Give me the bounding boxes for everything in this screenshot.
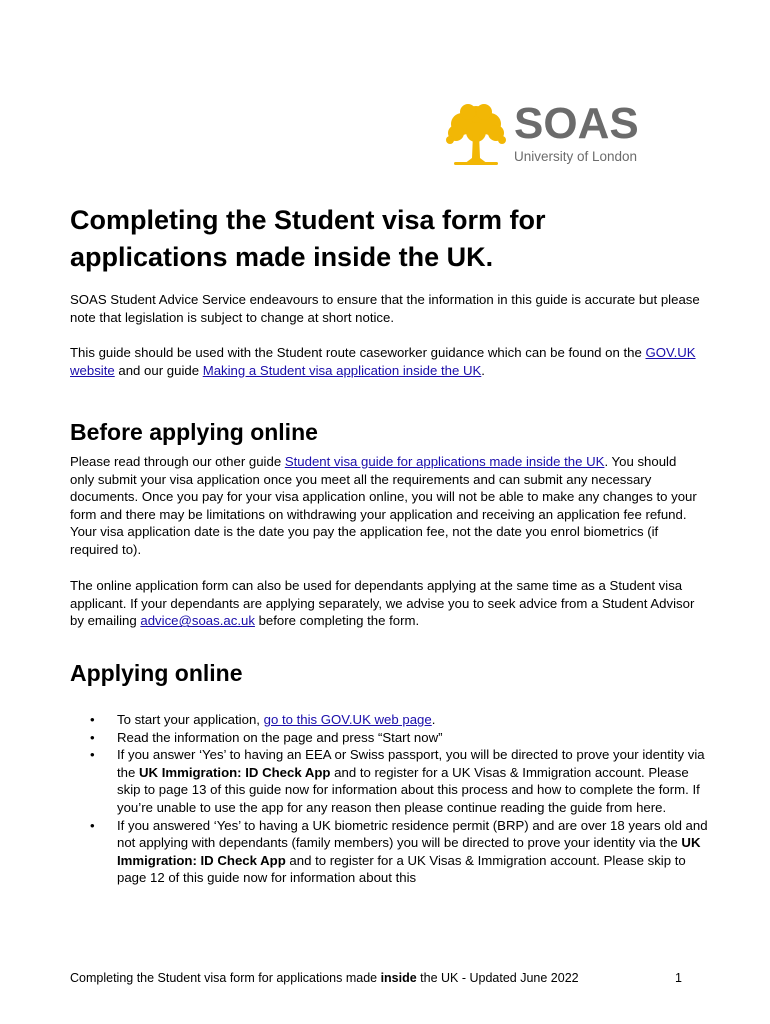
list-bold-text: UK Immigration: ID Check App [139, 764, 331, 780]
footer-text: the UK - Updated June 2022 [416, 971, 579, 985]
applying-steps-list [70, 711, 710, 887]
before-paragraph-1 [70, 453, 700, 559]
bullet-icon: • [90, 747, 95, 763]
govuk-web-page-link[interactable]: go to this GOV.UK web page [263, 712, 432, 727]
list-item [70, 729, 710, 747]
tree-logo-icon [442, 100, 510, 168]
heading-applying-online: Applying online [70, 660, 243, 686]
list-text: If you answered ‘Yes’ to having a UK biometric residence permit (BRP) and are over 18 years old and not applying with dependants (family members) you will be directed to prove your identity via the [117, 817, 708, 851]
footer-bold-text: inside [380, 971, 417, 985]
soas-logo [442, 100, 662, 168]
heading-before-applying: Before applying online [70, 419, 318, 445]
list-text: . [431, 712, 436, 727]
bullet-icon: • [90, 729, 95, 745]
list-text: and to register for a UK Visas & Immigration account. Please skip to page 13 of this guide now for information about this process and how to complete the form. If you’re unable to use the app for any reason then please continue reading the guide from here. [117, 764, 700, 815]
list-text: To start your application, [117, 712, 264, 727]
student-visa-guide-link[interactable]: Student visa guide for applications made inside the UK [284, 454, 605, 469]
page-footer [70, 970, 682, 986]
intro-text: . [481, 362, 485, 378]
bullet-icon: • [90, 712, 95, 727]
list-bold-text: UK Immigration: ID Check App [117, 835, 701, 868]
body-text: . You should only submit your visa application once you meet all the requirements and can submit any necessary documents. Once you pay for your visa application online, you will not be able to make any changes to your form and there may be limitations on withdrawing your application and receiving an application fee refund. Your visa application date is the date you pay the application fee, not the date you enrol biometrics (if required to). [70, 454, 697, 557]
page-title: Completing the Student visa form for applications made inside the UK. [70, 205, 546, 272]
list-text: Read the information on the page and press “Start now” [117, 729, 443, 745]
list-text: and to register for a UK Visas & Immigration account. Please skip to page 12 of this guide now for information about this [117, 852, 686, 886]
intro-text: and our guide [114, 362, 203, 378]
logo-subtitle: University of London [514, 149, 638, 164]
body-text: The online application form can also be used for dependants applying at the same time as a Student visa applicant. If your dependants are applying separately, we advise you to seek advice from a Student Advisor by emailing [70, 578, 695, 629]
list-text: If you answer ‘Yes’ to having an EEA or Swiss passport, you will be directed to prove your identity via the [117, 747, 705, 780]
intro-paragraph-2 [70, 344, 700, 379]
before-paragraph-2 [70, 577, 700, 630]
footer-text: Completing the Student visa form for applications made [70, 971, 381, 985]
intro-paragraph-1: SOAS Student Advice Service endeavours to ensure that the information in this guide is accurate but please note that legislation is subject to change at short notice. [70, 292, 700, 325]
list-item [70, 711, 710, 729]
making-student-visa-application-link[interactable]: Making a Student visa application inside the UK [202, 362, 482, 378]
govuk-website-link[interactable]: GOV.UK website [70, 345, 696, 378]
logo-wordmark: SOAS [514, 99, 639, 148]
page-number: 1 [675, 971, 682, 985]
intro-text: This guide should be used with the Student route caseworker guidance which can be found on the [70, 345, 646, 360]
advice-email-link[interactable]: advice@soas.ac.uk [140, 613, 255, 629]
body-text: before completing the form. [254, 613, 420, 629]
body-text: Please read through our other guide [70, 454, 285, 469]
list-item [70, 817, 710, 887]
bullet-icon: • [90, 817, 95, 833]
list-item [70, 746, 710, 816]
